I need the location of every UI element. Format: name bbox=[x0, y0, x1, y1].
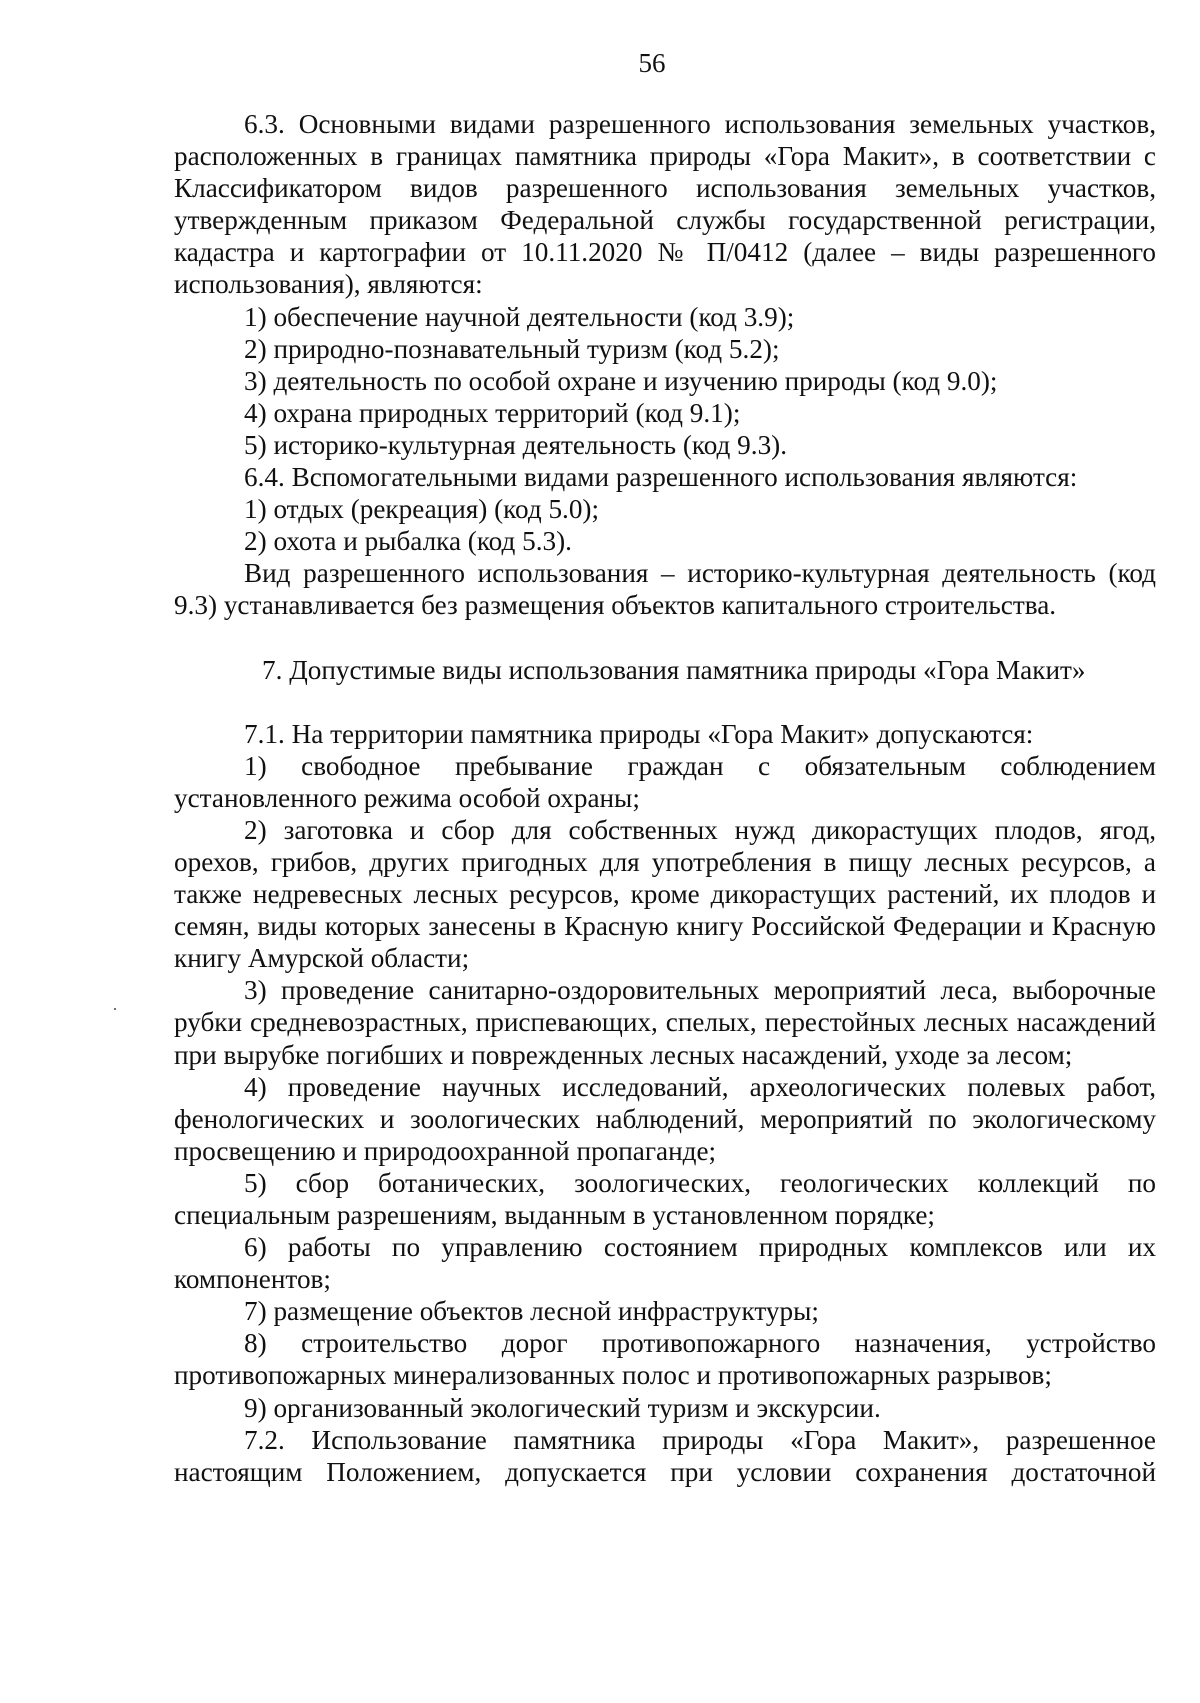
main-use-item: 3) деятельность по особой охране и изучению природы (код 9.0); bbox=[244, 365, 998, 396]
spacer bbox=[174, 622, 1156, 654]
paragraph-note: Вид разрешенного использования – историко-культурная деятельность (код 9.3) устанавливается без размещения объектов капитального строительства. bbox=[174, 558, 1156, 621]
paragraph-6-3: 6.3. Основными видами разрешенного использования земельных участков, расположенных в границах памятника природы «Гора Макит», в соответствии с Классификатором видов разрешенного использования земельных участков, утвержденным приказом Федеральной службы государственной регистрации, кадастра и картографии от 10.11.2020 № П/0412 (далее – виды разрешенного использования), являются: bbox=[174, 109, 1156, 300]
paragraph-6-4: 6.4. Вспомогательными видами разрешенного использования являются: bbox=[244, 462, 1078, 493]
allowed-item: 6) работы по управлению состоянием природных комплексов или их компонентов; bbox=[174, 1232, 1156, 1295]
allowed-item: 4) проведение научных исследований, археологических полевых работ, фенологических и зоологических наблюдений, мероприятий по экологическому просвещению и природоохранной пропаганде; bbox=[174, 1071, 1156, 1166]
section-7-heading: 7. Допустимые виды использования памятника природы «Гора Макит» bbox=[262, 654, 1086, 685]
document-body bbox=[174, 108, 1156, 1488]
main-use-item: 5) историко-культурная деятельность (код 9.3). bbox=[244, 429, 788, 460]
allowed-item: 2) заготовка и сбор для собственных нужд дикорастущих плодов, ягод, орехов, грибов, других пригодных для употребления в пищу лесных ресурсов, а также недревесных лесных ресурсов, кроме дикорастущих растений, их плодов и семян, виды которых занесены в Красную книгу Российской Федерации и Красную книгу Амурской области; bbox=[174, 814, 1156, 974]
allowed-item: 7) размещение объектов лесной инфраструктуры; bbox=[244, 1296, 819, 1327]
allowed-item: 5) сбор ботанических, зоологических, геологических коллекций по специальным разрешениям, выданным в установленном порядке; bbox=[174, 1167, 1156, 1230]
paragraph-7-2: 7.2. Использование памятника природы «Гора Макит», разрешенное настоящим Положением, допускается при условии сохранения достаточной bbox=[174, 1424, 1156, 1487]
allowed-item: 9) организованный экологический туризм и экскурсии. bbox=[244, 1392, 881, 1423]
page-number: 56 bbox=[638, 48, 666, 78]
aux-use-item: 2) охота и рыбалка (код 5.3). bbox=[244, 526, 572, 557]
main-use-item: 4) охрана природных территорий (код 9.1); bbox=[244, 397, 741, 428]
spacer bbox=[174, 686, 1156, 718]
main-use-item: 1) обеспечение научной деятельности (код 3.9); bbox=[244, 301, 795, 332]
scan-speck bbox=[114, 1008, 116, 1010]
main-use-item: 2) природно-познавательный туризм (код 5.2); bbox=[244, 333, 780, 364]
paragraph-7-1: 7.1. На территории памятника природы «Гора Макит» допускаются: bbox=[244, 718, 1034, 749]
allowed-item: 1) свободное пребывание граждан с обязательным соблюдением установленного режима особой охраны; bbox=[174, 750, 1156, 813]
aux-use-item: 1) отдых (рекреация) (код 5.0); bbox=[244, 494, 600, 525]
allowed-item: 8) строительство дорог противопожарного назначения, устройство противопожарных минерализованных полос и противопожарных разрывов; bbox=[174, 1328, 1156, 1391]
allowed-item: 3) проведение санитарно-оздоровительных мероприятий леса, выборочные рубки средневозрастных, приспевающих, спелых, перестойных лесных насаждений при вырубке погибших и поврежденных лесных насаждений, уходе за лесом; bbox=[174, 975, 1156, 1070]
